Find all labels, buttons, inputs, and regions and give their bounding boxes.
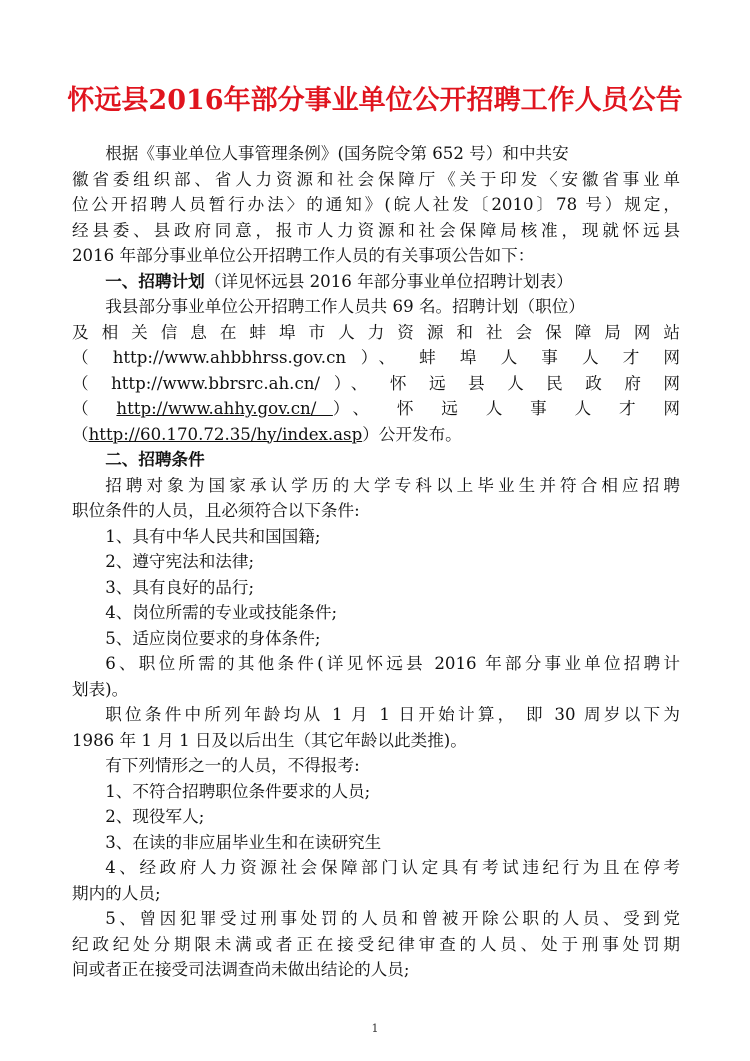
section1-line: 我县部分事业单位公开招聘工作人员共 69 名。招聘计划（职位） [105, 297, 585, 316]
condition-item: 1、具有中华人民共和国国籍; [105, 526, 321, 546]
document-title: 怀远县2016年部分事业单位公开招聘工作人员公告 [67, 85, 683, 116]
page-number: 1 [371, 1022, 379, 1035]
document-body [72, 141, 680, 983]
section1-line: （ http://www.ahbbhrss.gov.cn ）、 蚌 埠 人 事 人 才 网 [72, 348, 680, 367]
section1-line: （ http://www.bbrsrc.ah.cn/ ）、 怀 远 县 人 民 政 府 网 [72, 373, 680, 393]
intro-line: 经县委、县政府同意，报市人力资源和社会保障局核准，现就怀远县 [72, 220, 680, 240]
section1-heading: 一、招聘计划 [105, 270, 205, 291]
condition-item: 5、适应岗位要求的身体条件; [105, 628, 321, 648]
age-rule-line: 1986 年 1 月 1 日及以后出生（其它年龄以此类推)。 [72, 730, 467, 750]
intro-line: 徽省委组织部、省人力资源和社会保障厅《关于印发〈安徽省事业单 [72, 169, 680, 189]
condition-item: 2、遵守宪法和法律; [105, 552, 255, 571]
exclusion-item: 4、经政府人力资源社会保障部门认定具有考试违纪行为且在停考 [105, 858, 680, 877]
last-prefix: （ [72, 424, 89, 444]
section2-line: 职位条件的人员，且必须符合以下条件: [72, 501, 360, 520]
link-suffix: ）、 怀 远 人 事 人 才 网 [332, 399, 680, 418]
exclusion-heading: 有下列情形之一的人员，不得报考: [105, 756, 360, 775]
exclusion-item: 1、不符合招聘职位条件要求的人员; [105, 781, 371, 801]
age-rule-line: 职位条件中所列年龄均从 1 月 1 日开始计算， 即 30 周岁以下为 [105, 705, 680, 724]
section1-link-line [72, 396, 680, 422]
intro-line: 位公开招聘人员暂行办法〉的通知》(皖人社发〔2010〕78 号）规定， [72, 195, 680, 214]
exclusion-item-cont: 间或者正在接受司法调查尚未做出结论的人员; [72, 960, 410, 979]
condition-item: 4、岗位所需的专业或技能条件; [105, 603, 338, 622]
last-suffix: ）公开发布。 [362, 424, 462, 444]
section2-line: 划表)。 [72, 679, 129, 699]
exclusion-item: 5、曾因犯罪受过刑事处罚的人员和曾被开除公职的人员、受到党 [105, 909, 680, 928]
intro-line: 根据《事业单位人事管理条例》(国务院令第 652 号）和中共安 [105, 144, 569, 163]
condition-item: 6、职位所需的其他条件(详见怀远县 2016 年部分事业单位招聘计 [105, 654, 680, 673]
section1-heading-line [72, 269, 680, 295]
section1-line: 及相关信息在蚌埠市人力资源和社会保障局网站 [72, 322, 680, 342]
hy-index-link[interactable]: http://60.170.72.35/hy/index.asp [88, 424, 363, 444]
exclusion-item: 3、在读的非应届毕业生和在读研究生 [105, 832, 382, 852]
section2-line: 招聘对象为国家承认学历的大学专科以上毕业生并符合相应招聘 [105, 475, 680, 495]
exclusion-item: 2、现役军人; [105, 807, 205, 826]
section1-note: （详见怀远县 2016 年部分事业单位招聘计划表） [204, 271, 573, 291]
condition-item: 3、具有良好的品行; [105, 577, 255, 597]
intro-line: 2016 年部分事业单位公开招聘工作人员的有关事项公告如下： [72, 246, 535, 265]
link-prefix: （ [72, 399, 117, 418]
exclusion-item-cont: 期内的人员; [72, 883, 161, 903]
exclusion-item-cont: 纪政纪处分期限未满或者正在接受纪律审查的人员、处于刑事处罚期 [72, 934, 680, 954]
section2-heading: 二、招聘条件 [105, 449, 205, 469]
ahhy-link[interactable]: http://www.ahhy.gov.cn/ [116, 399, 333, 418]
section1-last-line [72, 422, 680, 448]
